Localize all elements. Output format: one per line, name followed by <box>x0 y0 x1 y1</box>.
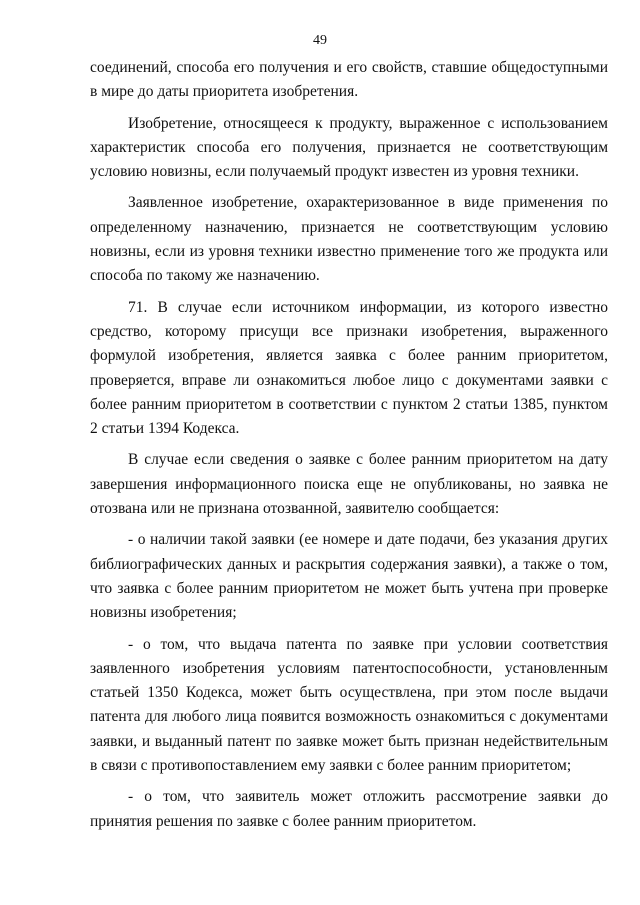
paragraph-4: 71. В случае если источником информации, из которого известно средство, которому присущи все признаки изобретения, выраженного формулой изобретения, является заявка с более ранним приоритетом, проверяется, вправе ли ознакомиться любое лицо с документами заявки с более ранним приоритетом в соответствии с пунктом 2 статьи 1385, пунктом 2 статьи 1394 Кодекса. <box>90 298 608 438</box>
paragraph-5: В случае если сведения о заявке с более ранним приоритетом на дату завершения информационного поиска еще не опубликованы, но заявка не отозвана или не признана отозванной, заявителю сообщается: <box>90 451 608 518</box>
paragraph-8: - о том, что заявитель может отложить рассмотрение заявки до принятия решения по заявке с более ранним приоритетом. <box>90 788 608 830</box>
paragraph-7: - о том, что выдача патента по заявке при условии соответствия заявленного изобретения условиям патентоспособности, установленным статьей 1350 Кодекса, может быть осуществлена, при этом после выдачи патента для любого лица появится возможность ознакомиться с документами заявки, и выданный патент по заявке может быть признан недействительным в связи с противопоставлением ему заявки с более ранним приоритетом; <box>90 635 608 775</box>
paragraph-1: соединений, способа его получения и его свойств, ставшие общедоступными в мире до даты приоритета изобретения. <box>90 59 608 101</box>
paragraph-2: Изобретение, относящееся к продукту, выраженное с использованием характеристик способа его получения, признается не соответствующим условию новизны, если получаемый продукт известен из уровня техники. <box>90 114 608 181</box>
paragraph-6: - о наличии такой заявки (ее номере и дате подачи, без указания других библиографических данных и раскрытия содержания заявки), а также о том, что заявка с более ранним приоритетом не может быть учтена при проверке новизны изобретения; <box>90 531 608 622</box>
paragraph-3: Заявленное изобретение, охарактеризованное в виде применения по определенному назначению, признается не соответствующим условию новизны, если из уровня техники известно применение того же продукта или способа по такому же назначению. <box>90 194 608 285</box>
document-body <box>90 56 608 841</box>
page-number: 49 <box>313 33 327 48</box>
